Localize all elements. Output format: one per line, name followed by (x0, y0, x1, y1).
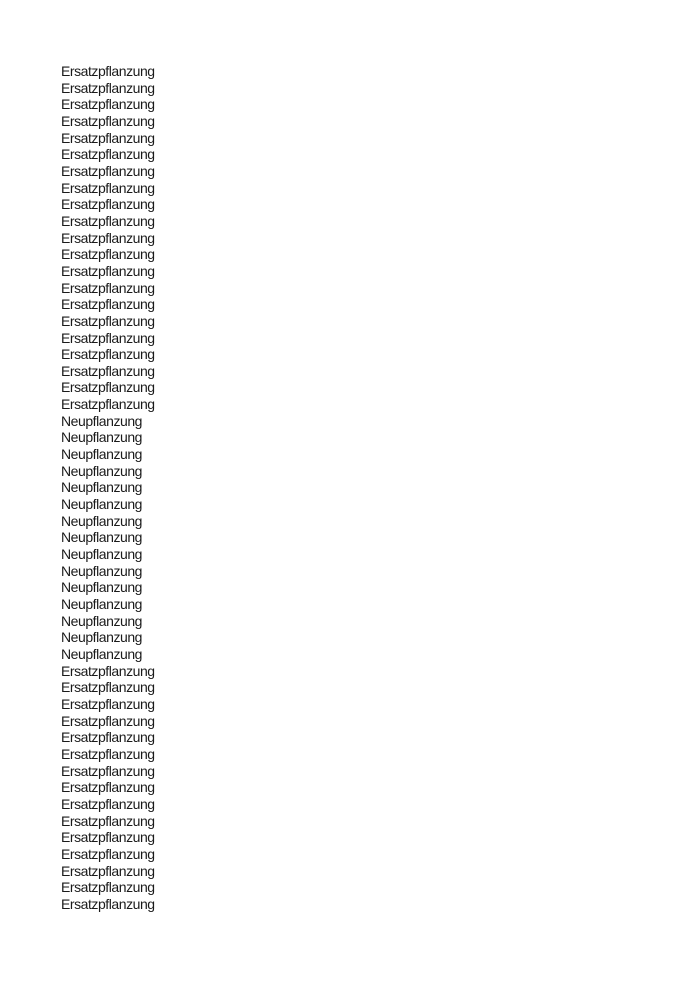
list-item: Ersatzpflanzung (61, 96, 155, 113)
list-item: Ersatzpflanzung (61, 695, 155, 712)
list-item: Ersatzpflanzung (61, 196, 155, 213)
list-item: Ersatzpflanzung (61, 662, 155, 679)
list-item: Ersatzpflanzung (61, 812, 155, 829)
list-item: Neupflanzung (61, 496, 142, 513)
list-item: Neupflanzung (61, 579, 142, 596)
list-item: Neupflanzung (61, 412, 142, 429)
list-item: Ersatzpflanzung (61, 312, 155, 329)
list-item: Neupflanzung (61, 512, 142, 529)
list-item: Ersatzpflanzung (61, 296, 155, 313)
list-item: Ersatzpflanzung (61, 362, 155, 379)
list-item: Ersatzpflanzung (61, 212, 155, 229)
list-item: Ersatzpflanzung (61, 146, 155, 163)
list-item: Ersatzpflanzung (61, 862, 155, 879)
list-item: Ersatzpflanzung (61, 329, 155, 346)
list-item: Ersatzpflanzung (61, 396, 155, 413)
list-item: Ersatzpflanzung (61, 679, 155, 696)
list-item: Neupflanzung (61, 479, 142, 496)
list-item: Ersatzpflanzung (61, 845, 155, 862)
list-item: Ersatzpflanzung (61, 745, 155, 762)
list-item: Ersatzpflanzung (61, 112, 155, 129)
list-item: Neupflanzung (61, 546, 142, 563)
list-item: Neupflanzung (61, 529, 142, 546)
list-item: Ersatzpflanzung (61, 779, 155, 796)
list-item: Neupflanzung (61, 446, 142, 463)
list-item: Neupflanzung (61, 629, 142, 646)
list-item: Ersatzpflanzung (61, 63, 155, 79)
list-item: Ersatzpflanzung (61, 279, 155, 296)
list-item: Ersatzpflanzung (61, 79, 155, 96)
list-item: Ersatzpflanzung (61, 346, 155, 363)
list-item: Neupflanzung (61, 645, 142, 662)
list-item: Ersatzpflanzung (61, 129, 155, 146)
list-item: Ersatzpflanzung (61, 829, 155, 846)
list-item: Ersatzpflanzung (61, 162, 155, 179)
list-item: Ersatzpflanzung (61, 762, 155, 779)
list-item: Ersatzpflanzung (61, 229, 155, 246)
list-item: Ersatzpflanzung (61, 179, 155, 196)
list-item: Ersatzpflanzung (61, 262, 155, 279)
list-item: Ersatzpflanzung (61, 246, 155, 263)
list-item: Neupflanzung (61, 596, 142, 612)
list-item: Neupflanzung (61, 462, 142, 479)
list-item: Neupflanzung (61, 612, 142, 629)
list-item: Neupflanzung (61, 429, 142, 446)
list-item: Ersatzpflanzung (61, 729, 155, 746)
list-item: Ersatzpflanzung (61, 895, 155, 912)
list-item: Neupflanzung (61, 562, 142, 579)
list-item: Ersatzpflanzung (61, 712, 155, 729)
list-item: Ersatzpflanzung (61, 795, 155, 812)
list-item: Ersatzpflanzung (61, 879, 155, 896)
list-item: Ersatzpflanzung (61, 379, 155, 396)
plant-type-list (61, 63, 155, 912)
